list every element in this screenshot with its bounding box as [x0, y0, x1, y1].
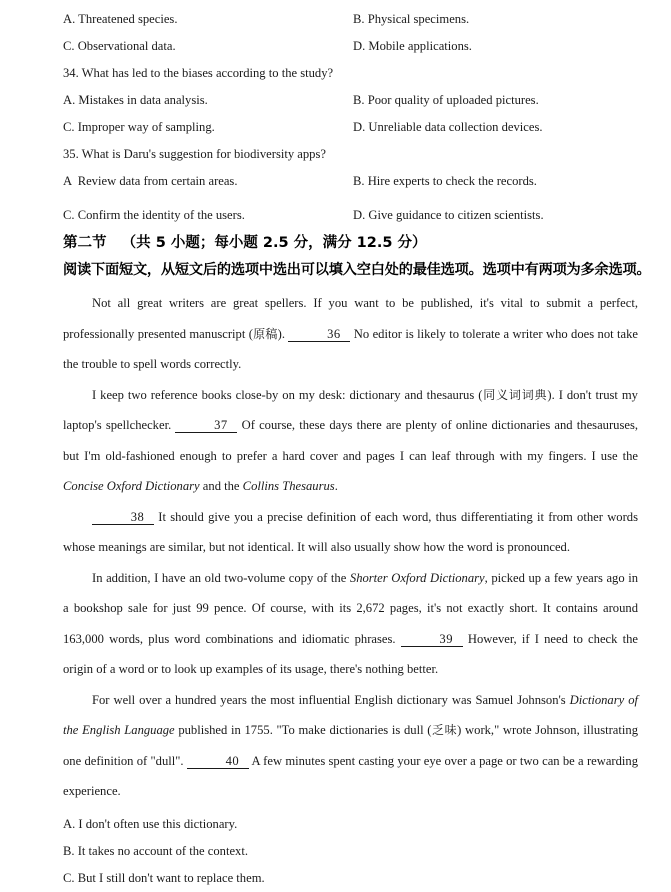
passage-paragraph-3 [63, 502, 638, 563]
option-row [63, 33, 638, 60]
option-row [63, 87, 638, 114]
answer-choice-a[interactable]: A. I don't often use this dictionary. [63, 816, 238, 831]
passage-paragraph-4 [63, 563, 638, 685]
paragraph-4-text-b: , picked up a few years ago in a bookshop sale for just 99 pence. Of course, with its 2,672 pages, it's not exactly short. It contains around 163,000 words, plus word combinations and idiomatic phrases. [63, 570, 639, 646]
paragraph-5-text-d: A few minutes spent casting your eye over a page or two can be a rewarding experience. [63, 753, 638, 798]
paragraph-2-text-b: ). I don't trust my laptop's spellchecker. [63, 387, 638, 432]
option-row [63, 202, 638, 229]
option-c: C. Confirm the identity of the users. [63, 208, 245, 222]
option-row [63, 114, 638, 141]
question-stem-34: 34. What has led to the biases according to the study? [63, 66, 334, 80]
passage-paragraph-1 [63, 288, 638, 380]
blank-39[interactable]: 39 [401, 633, 463, 647]
gloss-manuscript: 原稿 [252, 326, 278, 341]
paragraph-2-text-a: I keep two reference books close-by on my desk: dictionary and thesaurus ( [92, 387, 483, 402]
option-row [63, 168, 638, 202]
passage-paragraph-2 [63, 380, 638, 502]
option-a: A Review data from certain areas. [63, 174, 238, 188]
option-a: A. Mistakes in data analysis. [63, 93, 208, 107]
paragraph-2-text-d: and the [199, 479, 243, 493]
answer-choice-c[interactable]: C. But I still don't want to replace them. [63, 870, 265, 885]
paragraph-1-text-c: No editor is likely to tolerate a writer who does not take the trouble to spell words correctly. [63, 326, 638, 371]
option-a: A. Threatened species. [63, 12, 178, 26]
paragraph-5-text-a: For well over a hundred years the most influential English dictionary was Samuel Johnson's [92, 692, 570, 707]
book-title-shorter-oxford-dictionary: Shorter Oxford Dictionary [349, 570, 485, 585]
book-title-collins-thesaurus: Collins Thesaurus [242, 479, 335, 493]
option-b: B. Hire experts to check the records. [353, 174, 537, 188]
option-b: B. Physical specimens. [353, 12, 470, 26]
gloss-thesaurus: 同义词词典 [482, 387, 548, 402]
paragraph-1-text-b: ). [277, 326, 286, 341]
option-b: B. Poor quality of uploaded pictures. [353, 93, 539, 107]
page-content [63, 0, 651, 892]
paragraph-2-text-c: Of course, these days there are plenty of online dictionaries and thesauruses, but I'm old-fashioned enough to prefer a hard cover and pages I can leaf through with my fingers. I use the [63, 418, 638, 463]
book-title-dictionary-of-the-english-language: Dictionary of the English Language [63, 692, 638, 737]
section-heading-instruction: 阅读下面短文，从短文后的选项中选出可以填入空白处的最佳选项。选项中有两项为多余选项。 [63, 262, 651, 278]
paragraph-1-text-a: Not all great writers are great spellers. If you want to be published, it's vital to submit a perfect, professionally presented manuscript ( [63, 296, 638, 341]
answer-choice-b[interactable]: B. It takes no account of the context. [63, 843, 249, 858]
blank-38[interactable]: 38 [92, 511, 154, 525]
option-c: C. Observational data. [63, 39, 176, 53]
paragraph-4-text-c: However, if I need to check the origin of a word or to look up examples of its usage, there's nothing better. [63, 631, 638, 676]
passage-paragraph-5 [63, 685, 638, 807]
option-d: D. Unreliable data collection devices. [353, 120, 543, 134]
option-row [63, 6, 638, 33]
gloss-dull: 乏味 [431, 723, 458, 737]
paragraph-2-text-e: . [334, 479, 338, 493]
option-c: C. Improper way of sampling. [63, 120, 215, 134]
blank-37[interactable]: 37 [175, 419, 237, 433]
blank-40[interactable]: 40 [187, 755, 249, 769]
paragraph-5-text-b: published in 1755. "To make dictionaries is dull ( [174, 723, 432, 737]
option-d: D. Mobile applications. [353, 39, 472, 53]
option-d: D. Give guidance to citizen scientists. [353, 208, 544, 222]
question-stem-35: 35. What is Daru's suggestion for biodiversity apps? [63, 147, 326, 161]
blank-36[interactable]: 36 [288, 328, 350, 342]
paragraph-4-text-a: In addition, I have an old two-volume copy of the [92, 570, 350, 585]
book-title-concise-oxford-dictionary: Concise Oxford Dictionary [63, 479, 200, 493]
paragraph-5-text-c: ) work," wrote Johnson, illustrating one definition of "dull". [63, 723, 638, 768]
section-heading-scoring: 第二节 （共 5 小题；每小题 2.5 分，满分 12.5 分） [63, 235, 427, 251]
paragraph-3-text-a: It should give you a precise definition of each word, thus differentiating it from other words whose meanings are similar, but not identical. It will also usually show how the word is pronounced. [63, 509, 638, 554]
